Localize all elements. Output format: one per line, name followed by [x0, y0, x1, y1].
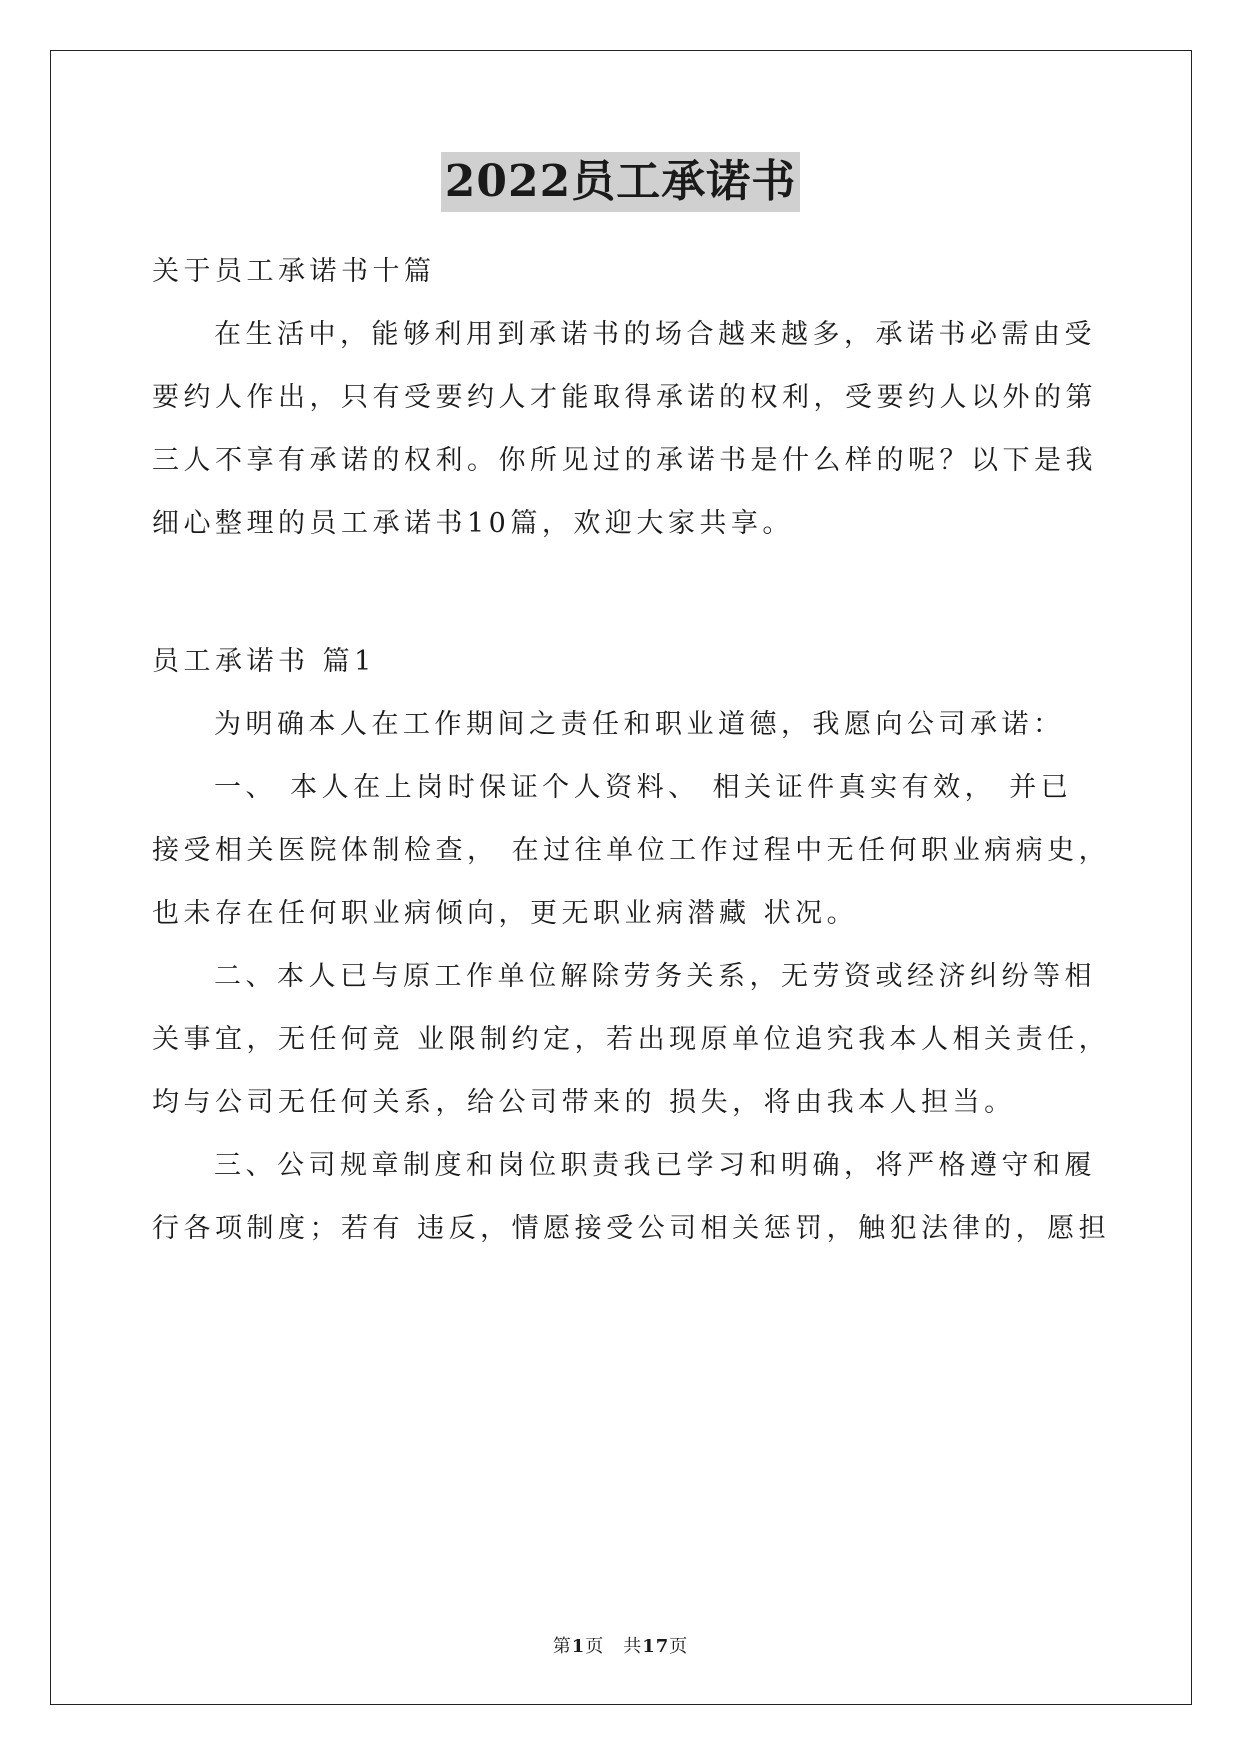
- intro-line: 要约人作出，只有受要约人才能取得承诺的权利，受要约人以外的第: [152, 382, 1097, 413]
- intro-line: 细心整理的员工承诺书10篇，欢迎大家共享。: [152, 508, 794, 539]
- document-body: [152, 240, 1111, 1260]
- footer-page-prefix: 第: [552, 1636, 572, 1657]
- body-line: 行各项制度；若有 违反，情愿接受公司相关惩罚，触犯法律的，愿担: [152, 1213, 1111, 1244]
- footer-page-suffix: 页: [669, 1636, 689, 1657]
- body-line: 关事宜，无任何竞 业限制约定，若出现原单位追究我本人相关责任，: [152, 1024, 1111, 1055]
- document-subtitle: 关于员工承诺书十篇: [152, 256, 436, 287]
- footer-page-total: 17: [642, 1636, 670, 1657]
- intro-line: 三人不享有承诺的权利。你所见过的承诺书是什么样的呢？以下是我: [152, 445, 1097, 476]
- body-line: 均与公司无任何关系，给公司带来的 损失，将由我本人担当。: [152, 1087, 1016, 1118]
- footer-page-number: 1: [571, 1636, 586, 1657]
- section-spacer: [152, 555, 1092, 630]
- intro-line: 在生活中，能够利用到承诺书的场合越来越多，承诺书必需由受: [214, 319, 1096, 350]
- body-line: 也未存在任何职业病倾向，更无职业病潜藏 状况。: [152, 898, 859, 929]
- body-line: 接受相关医院体制检查， 在过往单位工作过程中无任何职业病病史，: [152, 835, 1111, 866]
- body-line: 二、本人已与原工作单位解除劳务关系，无劳资或经济纠纷等相: [214, 961, 1096, 992]
- document-title: [0, 152, 1241, 212]
- body-line: 一、 本人在上岗时保证个人资料、 相关证件真实有效， 并已: [214, 772, 1073, 803]
- page-footer: [0, 1632, 1241, 1658]
- footer-page-mid: 页 共: [585, 1636, 643, 1657]
- section-heading: 员工承诺书 篇1: [152, 646, 376, 677]
- body-line: 三、公司规章制度和岗位职责我已学习和明确，将严格遵守和履: [214, 1150, 1096, 1181]
- body-line: 为明确本人在工作期间之责任和职业道德，我愿向公司承诺：: [214, 709, 1065, 740]
- document-title-text: 2022员工承诺书: [441, 152, 800, 212]
